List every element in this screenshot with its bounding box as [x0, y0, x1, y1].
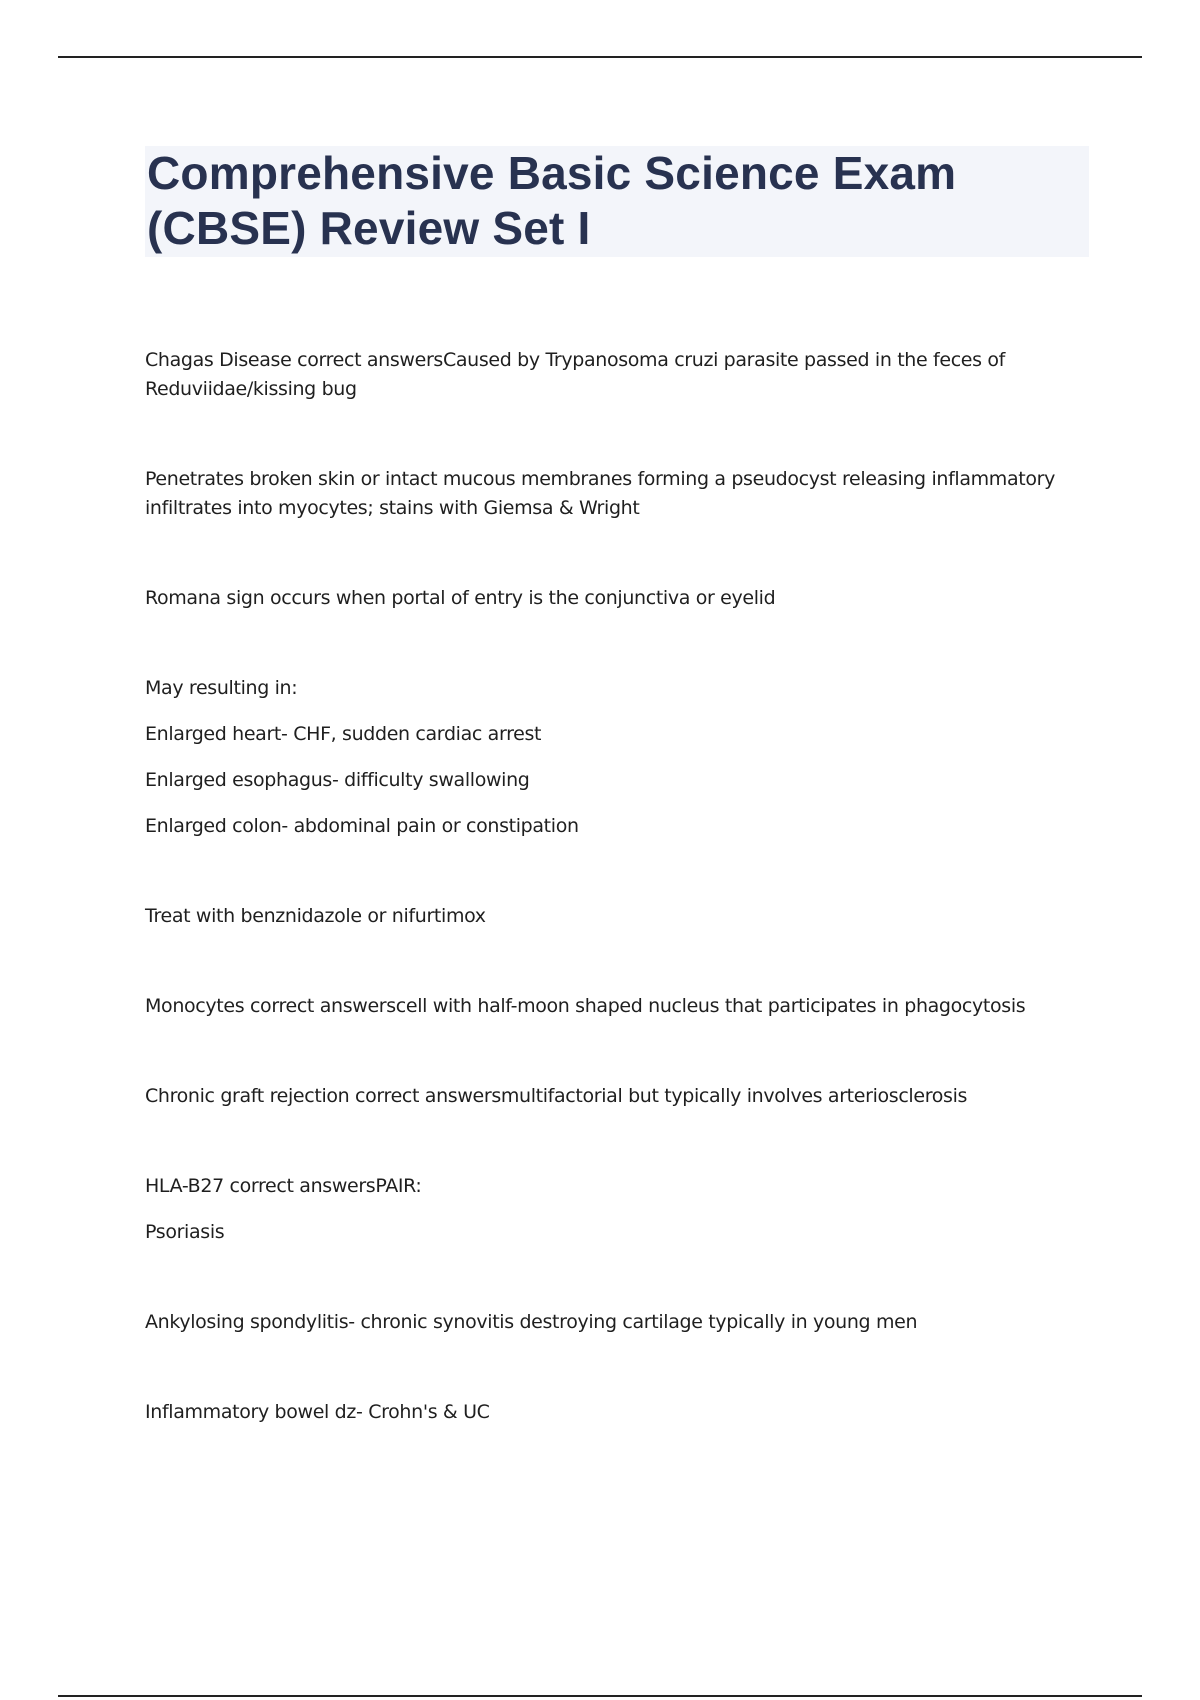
paragraph-hla-b27: HLA-B27 correct answersPAIR:: [145, 1175, 422, 1197]
paragraph-enlarged-heart: Enlarged heart- CHF, sudden cardiac arrest: [145, 723, 542, 745]
paragraph-romana-sign: Romana sign occurs when portal of entry is the conjunctiva or eyelid: [145, 587, 776, 609]
document-body: [145, 346, 1065, 1427]
paragraph-treatment: Treat with benznidazole or nifurtimox: [145, 905, 486, 927]
paragraph-may-result-in: May resulting in:: [145, 677, 298, 699]
paragraph-chagas-disease: Chagas Disease correct answersCaused by Trypanosoma cruzi parasite passed in the feces of Reduviidae/kissing bug: [145, 349, 1005, 400]
paragraph-psoriasis: Psoriasis: [145, 1221, 225, 1243]
paragraph-enlarged-colon: Enlarged colon- abdominal pain or constipation: [145, 815, 579, 837]
paragraph-ankylosing-spondylitis: Ankylosing spondylitis- chronic synovitis destroying cartilage typically in young men: [145, 1311, 918, 1333]
document-title: Comprehensive Basic Science Exam (CBSE) Review Set I: [147, 147, 957, 254]
paragraph-enlarged-esophagus: Enlarged esophagus- difficulty swallowing: [145, 769, 530, 791]
paragraph-inflammatory-bowel: Inflammatory bowel dz- Crohn's & UC: [145, 1401, 490, 1423]
footer-divider: [58, 1695, 1142, 1697]
header-divider: [58, 56, 1142, 58]
paragraph-chagas-pathogenesis: Penetrates broken skin or intact mucous membranes forming a pseudocyst releasing inflammatory infiltrates into myocytes; stains with Giemsa & Wright: [145, 468, 1055, 519]
paragraph-chronic-graft-rejection: Chronic graft rejection correct answersmultifactorial but typically involves arteriosclerosis: [145, 1085, 968, 1107]
paragraph-monocytes: Monocytes correct answerscell with half-moon shaped nucleus that participates in phagocytosis: [145, 995, 1026, 1017]
title-banner: [145, 146, 1089, 257]
